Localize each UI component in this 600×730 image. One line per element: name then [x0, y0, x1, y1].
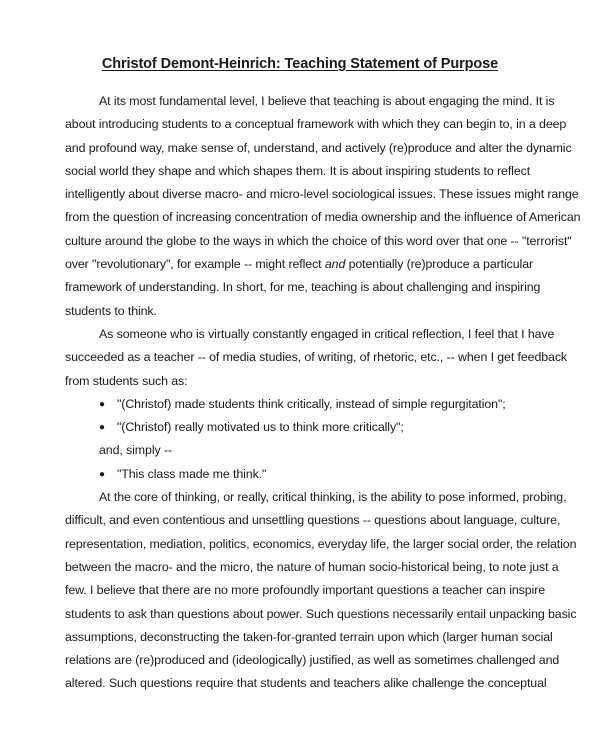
text-line-with-italic	[65, 253, 545, 276]
bullet-item	[65, 463, 545, 486]
text-line: culture around the globe to the ways in which the choice of this word over that one -- "terrorist"	[65, 233, 572, 248]
text-line: representation, mediation, politics, economics, everyday life, the larger social order, the relation	[65, 536, 577, 551]
bullet-text: "(Christof) really motivated us to think more critically";	[117, 420, 404, 435]
bullet-text: "(Christof) made students think critically, instead of simple regurgitation";	[117, 396, 506, 411]
bullet-icon: ●	[99, 468, 105, 480]
text-line: between the macro- and the micro, the nature of human socio-historical being, to note just a	[65, 559, 559, 574]
text-line: At the core of thinking, or really, critical thinking, is the ability to pose informed, probing,	[99, 490, 567, 505]
text-segment: potentially (re)produce a particular	[345, 257, 534, 272]
text-line: difficult, and even contentious and unsettling questions -- questions about language, culture,	[65, 513, 561, 528]
bullet-item	[65, 416, 545, 439]
text-line: assumptions, deconstructing the taken-for-granted terrain upon which (larger human social	[65, 629, 553, 644]
text-line: students to think.	[65, 303, 157, 318]
italic-word: and	[324, 257, 346, 272]
text-line: altered. Such questions require that students and teachers alike challenge the conceptual	[65, 676, 547, 691]
text-line: At its most fundamental level, I believe that teaching is about engaging the mind. It is	[99, 94, 555, 108]
text-line: intelligently about diverse macro- and micro-level sociological issues. These issues might range	[65, 187, 579, 202]
bullet-text: "This class made me think."	[117, 466, 267, 481]
and-simply-text: and, simply --	[99, 443, 172, 458]
text-segment: over "revolutionary", for example -- might reflect	[65, 257, 325, 272]
text-line: framework of understanding. In short, for me, teaching is about challenging and inspiring	[65, 280, 541, 295]
bullet-icon: ●	[99, 422, 105, 434]
document-body	[65, 90, 581, 696]
text-line: social world they shape and which shapes them. It is about inspiring students to reflect	[65, 163, 531, 178]
bullet-icon: ●	[99, 398, 105, 410]
text-line: about introducing students to a conceptual framework with which they can begin to, in a deep	[65, 117, 567, 132]
page-title: Christof Demont-Heinrich: Teaching Statement of Purpose	[101, 56, 499, 72]
text-line: from students such as:	[65, 373, 188, 388]
text-line: relations are (re)produced and (ideologically) justified, as well as sometimes challenged and	[65, 653, 560, 668]
bullet-item	[65, 393, 545, 416]
text-line: succeeded as a teacher -- of media studies, of writing, of rhetoric, etc., -- when I get feedback	[65, 350, 568, 365]
text-line: students to ask than questions about power. Such questions necessarily entail unpacking basic	[65, 606, 577, 621]
text-line: and profound way, make sense of, understand, and actively (re)produce and alter the dynamic	[65, 140, 572, 155]
text-line: few. I believe that there are no more profoundly important questions a teacher can inspire	[65, 583, 546, 598]
text-line: As someone who is virtually constantly engaged in critical reflection, I feel that I have	[99, 326, 555, 341]
text-line: from the question of increasing concentration of media ownership and the influence of American	[65, 210, 581, 225]
